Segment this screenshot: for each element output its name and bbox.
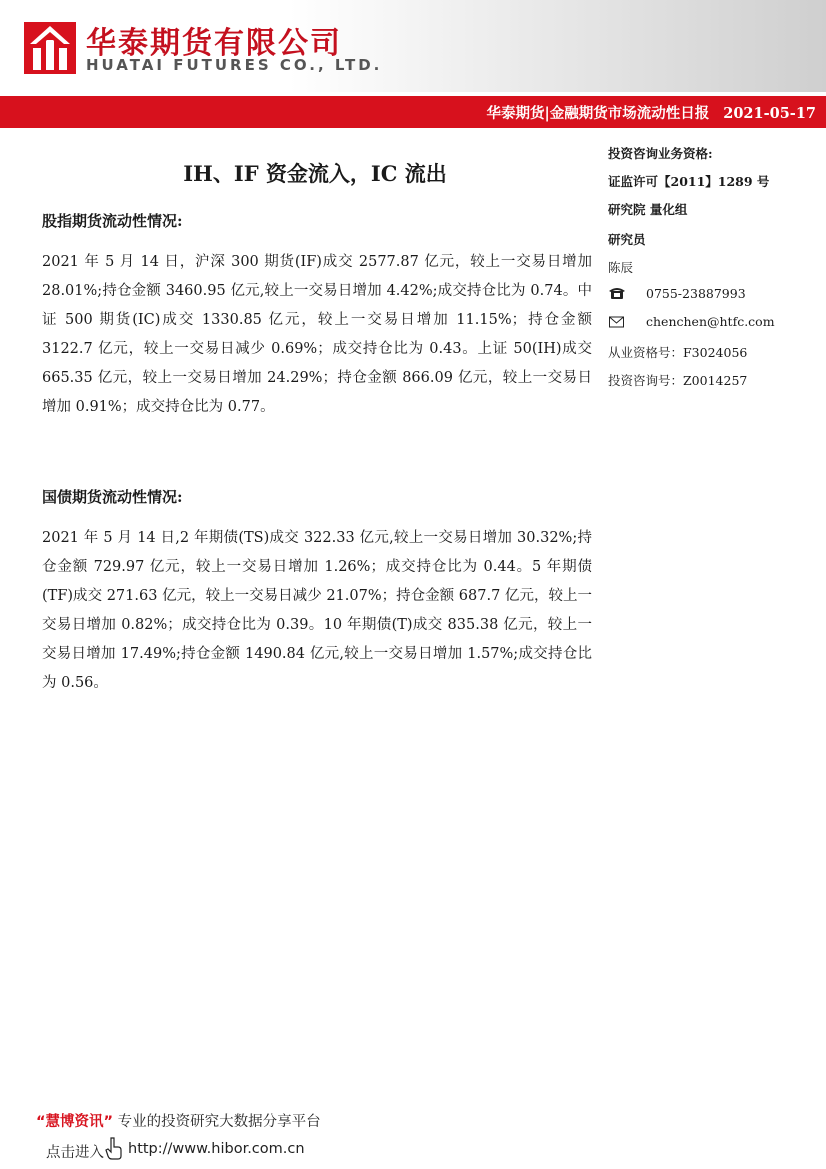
report-date: 2021-05-17: [723, 105, 816, 122]
license-number: 证监许可【2011】1289 号: [608, 174, 770, 189]
section-paragraph-index-futures: 2021 年 5 月 14 日，沪深 300 期货(IF)成交 2577.87 亿元，较上一交易日增加 28.01%;持仓金额 3460.95 亿元,较上一交易日增加 4.42%;成交持仓比为 0.74。中证 500 期货(IC)成交 1330.85 亿元，较上一交易日增加 11.15%；持仓金额 3122.7 亿元，较上一交易日减少 0.69%；成交持仓比为 0.43。上证 50(IH)成交 665.35 亿元，较上一交易日增加 24.29%；持仓金额 866.09 亿元，较上一交易日增加 0.91%；成交持仓比为 0.77。: [42, 254, 592, 415]
report-name: 华泰期货|金融期货市场流动性日报: [486, 105, 710, 122]
section-heading-index-futures: 股指期货流动性情况:: [42, 212, 183, 230]
envelope-icon: [608, 315, 626, 329]
qualification-label: 投资咨询业务资格:: [608, 146, 713, 161]
footer-link[interactable]: http://www.hibor.com.cn: [128, 1141, 305, 1157]
footer-slogan: 专业的投资研究大数据分享平台: [117, 1114, 321, 1130]
researcher-label: 研究员: [608, 232, 646, 247]
footer-brand: “慧博资讯”: [36, 1114, 114, 1130]
brand-name-en: HUATAI FUTURES CO., LTD.: [86, 56, 383, 74]
institute-group: 研究院 量化组: [608, 202, 688, 217]
phone-number: 0755-23887993: [646, 286, 746, 301]
company-logo: [24, 22, 76, 74]
pointing-hand-icon: [104, 1136, 124, 1160]
report-banner: [0, 96, 826, 128]
section-paragraph-bond-futures: 2021 年 5 月 14 日,2 年期债(TS)成交 322.33 亿元,较上一交易日增加 30.32%;持仓金额 729.97 亿元，较上一交易日增加 1.26%；成交持仓比为 0.44。5 年期债(TF)成交 271.63 亿元，较上一交易日减少 21.07%；持仓金额 687.7 亿元，较上一交易日增加 0.82%；成交持仓比为 0.39。10 年期债(T)成交 835.38 亿元，较上一交易日增加 17.49%;持仓金额 1490.84 亿元,较上一交易日增加 1.57%;成交持仓比为 0.56。: [42, 530, 592, 691]
researcher-name: 陈辰: [608, 260, 634, 275]
banner-text: [486, 102, 816, 123]
section-heading-bond-futures: 国债期货流动性情况:: [42, 488, 183, 506]
brand-name-cn: 华泰期货有限公司: [86, 26, 342, 61]
footer-tagline: [36, 1110, 321, 1131]
consult-cert: 投资咨询号：Z0014257: [608, 373, 748, 388]
report-title: IH、IF 资金流入，IC 流出: [183, 161, 447, 186]
header-band: [0, 0, 826, 92]
practice-cert: 从业资格号：F3024056: [608, 345, 748, 360]
footer-click-text: 点击进入: [46, 1145, 104, 1161]
phone-icon: [608, 286, 626, 300]
email-address[interactable]: chenchen@htfc.com: [646, 314, 775, 329]
